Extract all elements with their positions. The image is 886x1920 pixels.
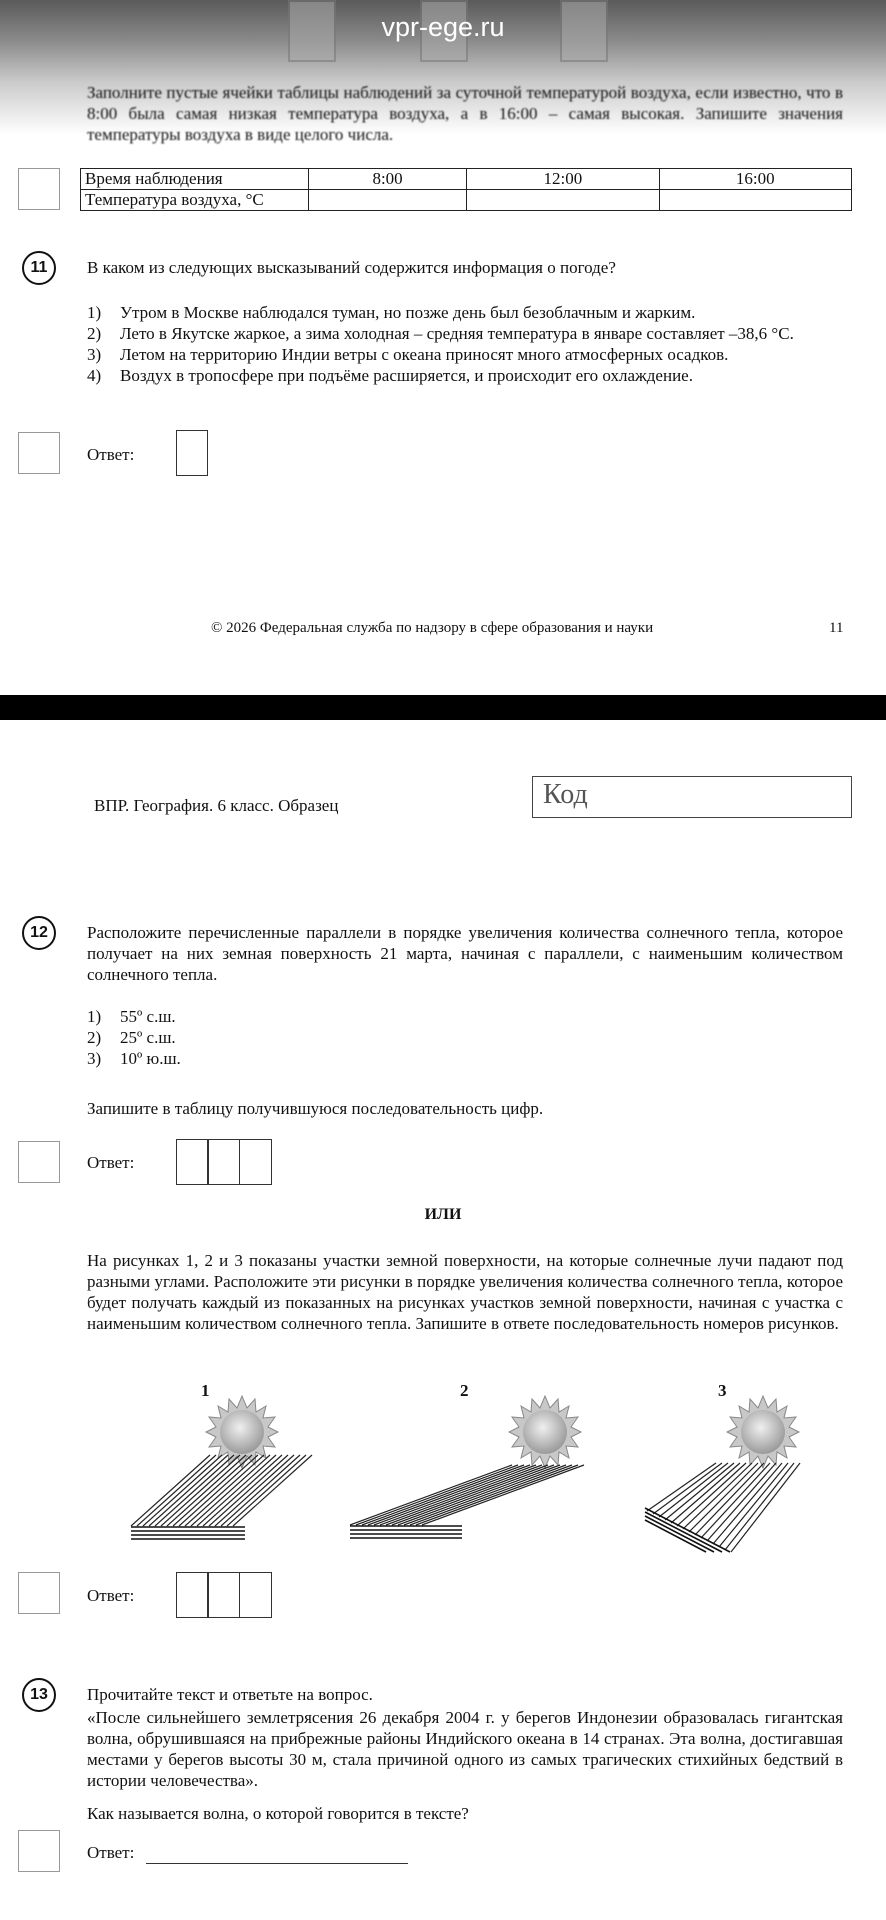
score-box [18,168,60,210]
answer-cell[interactable] [176,430,208,476]
answer-cell[interactable] [176,1572,209,1618]
ground-surface [350,1526,462,1538]
copyright: © 2026 Федеральная служба по надзору в сфере образования и науки [211,620,654,636]
table-row-label: Время наблюдения [81,169,309,190]
sun-rays [647,1463,800,1552]
q12-instruction: Запишите в таблицу получившуюся последовательность цифр. [87,1099,544,1118]
table-input-cell[interactable] [309,190,467,211]
score-box [18,1141,60,1183]
answer-cells [177,1139,272,1185]
score-box [18,432,60,474]
q10-prompt: Заполните пустые ячейки таблицы наблюдений за суточной температурой воздуха, если известно, что в 8:00 была самая низкая температура воздуха, а в 16:00 – самая высокая. Запишите значения температуры воздуха в виде целого числа. [87,83,843,144]
list-item: 2) Лето в Якутске жаркое, а зима холодная – средняя температура в январе составляет –38,6 °С. [87,324,794,343]
answer-label: Ответ: [87,1843,135,1862]
figure-1 [131,1396,312,1539]
site-watermark: vpr-ege.ru [381,12,505,42]
q12-alt-prompt: На рисунках 1, 2 и 3 показаны участки земной поверхности, на которые солнечные лучи падают под разными углами. Расположите эти рисунки в порядке увеличения количества солнечного тепла, которое будет получать каждый из показанных на рисунках участков земной поверхности, начиная с участка с наименьшим количеством солнечного тепла. Запишите в ответе последовательность номеров рисунков. [87,1251,843,1333]
score-box [18,1830,60,1872]
page-number: 11 [829,620,844,636]
observation-table [80,168,852,211]
table-input-cell[interactable] [467,190,659,211]
score-box [18,1572,60,1614]
answer-label: Ответ: [87,445,135,464]
answer-cell[interactable] [239,1139,272,1185]
table-time-cell: 8:00 [309,169,467,190]
list-item: 4) Воздух в тропосфере при подъёме расширяется, и происходит его охлаждение. [87,366,693,385]
answer-cell[interactable] [239,1572,272,1618]
answer-cell[interactable] [207,1139,240,1185]
q11-prompt: В каком из следующих высказываний содержится информация о погоде? [87,258,616,277]
question-number: 12 [22,916,56,950]
sun-icon [727,1396,799,1468]
sun-rays-figures [0,1395,886,1565]
q13-prompt: Прочитайте текст и ответьте на вопрос. [87,1685,373,1704]
list-item: 3) 10º ю.ш. [87,1049,181,1068]
sun-rays [131,1455,312,1526]
table-row-label: Температура воздуха, °С [81,190,309,211]
code-label: Код [543,779,588,810]
table-time-cell: 12:00 [467,169,659,190]
question-number: 11 [22,251,56,285]
q12-options [87,1006,387,1069]
figure-2 [350,1396,584,1538]
answer-label: Ответ: [87,1153,135,1172]
table-input-cell[interactable] [659,190,851,211]
answer-label: Ответ: [87,1586,135,1605]
q13-quote: «После сильнейшего землетрясения 26 декабря 2004 г. у берегов Индонезии образовалась гигантская волна, обрушившаяся на прибрежные районы Индийского океана в 14 странах. Эта волна, достигавшая местами у берегов высоты 30 м, стала причиной одного из самых трагических стихийных бедствий в истории человечества». [87,1708,843,1790]
figure-label: 3 [718,1381,727,1400]
question-number: 13 [22,1678,56,1712]
figure-label: 2 [460,1381,469,1400]
sun-rays [350,1465,584,1525]
or-separator: ИЛИ [424,1206,462,1223]
q12-prompt: Расположите перечисленные параллели в порядке увеличения количества солнечного тепла, которое получает на них земная поверхность 21 марта, начиная с параллели, с наименьшим количеством солнечного тепла. [87,923,843,984]
answer-line-field[interactable] [146,1843,408,1864]
code-field[interactable] [532,776,852,818]
figure-label: 1 [201,1381,210,1400]
answer-cell[interactable] [207,1572,240,1618]
list-item: 1) Утром в Москве наблюдался туман, но позже день был безоблачным и жарким. [87,303,696,322]
table-time-cell: 16:00 [659,169,851,190]
answer-cell[interactable] [176,1139,209,1185]
page-separator [0,695,886,720]
q13-question: Как называется волна, о которой говорится в тексте? [87,1804,469,1823]
list-item: 1) 55º с.ш. [87,1007,176,1026]
list-item: 3) Летом на территорию Индии ветры с океана приносят много атмосферных осадков. [87,345,729,364]
q11-options [87,302,843,386]
answer-cells [177,1572,272,1618]
list-item: 2) 25º с.ш. [87,1028,176,1047]
ground-surface [131,1527,245,1539]
sun-icon [509,1396,581,1468]
figure-3 [645,1396,800,1552]
page-title: ВПР. География. 6 класс. Образец [94,796,339,815]
